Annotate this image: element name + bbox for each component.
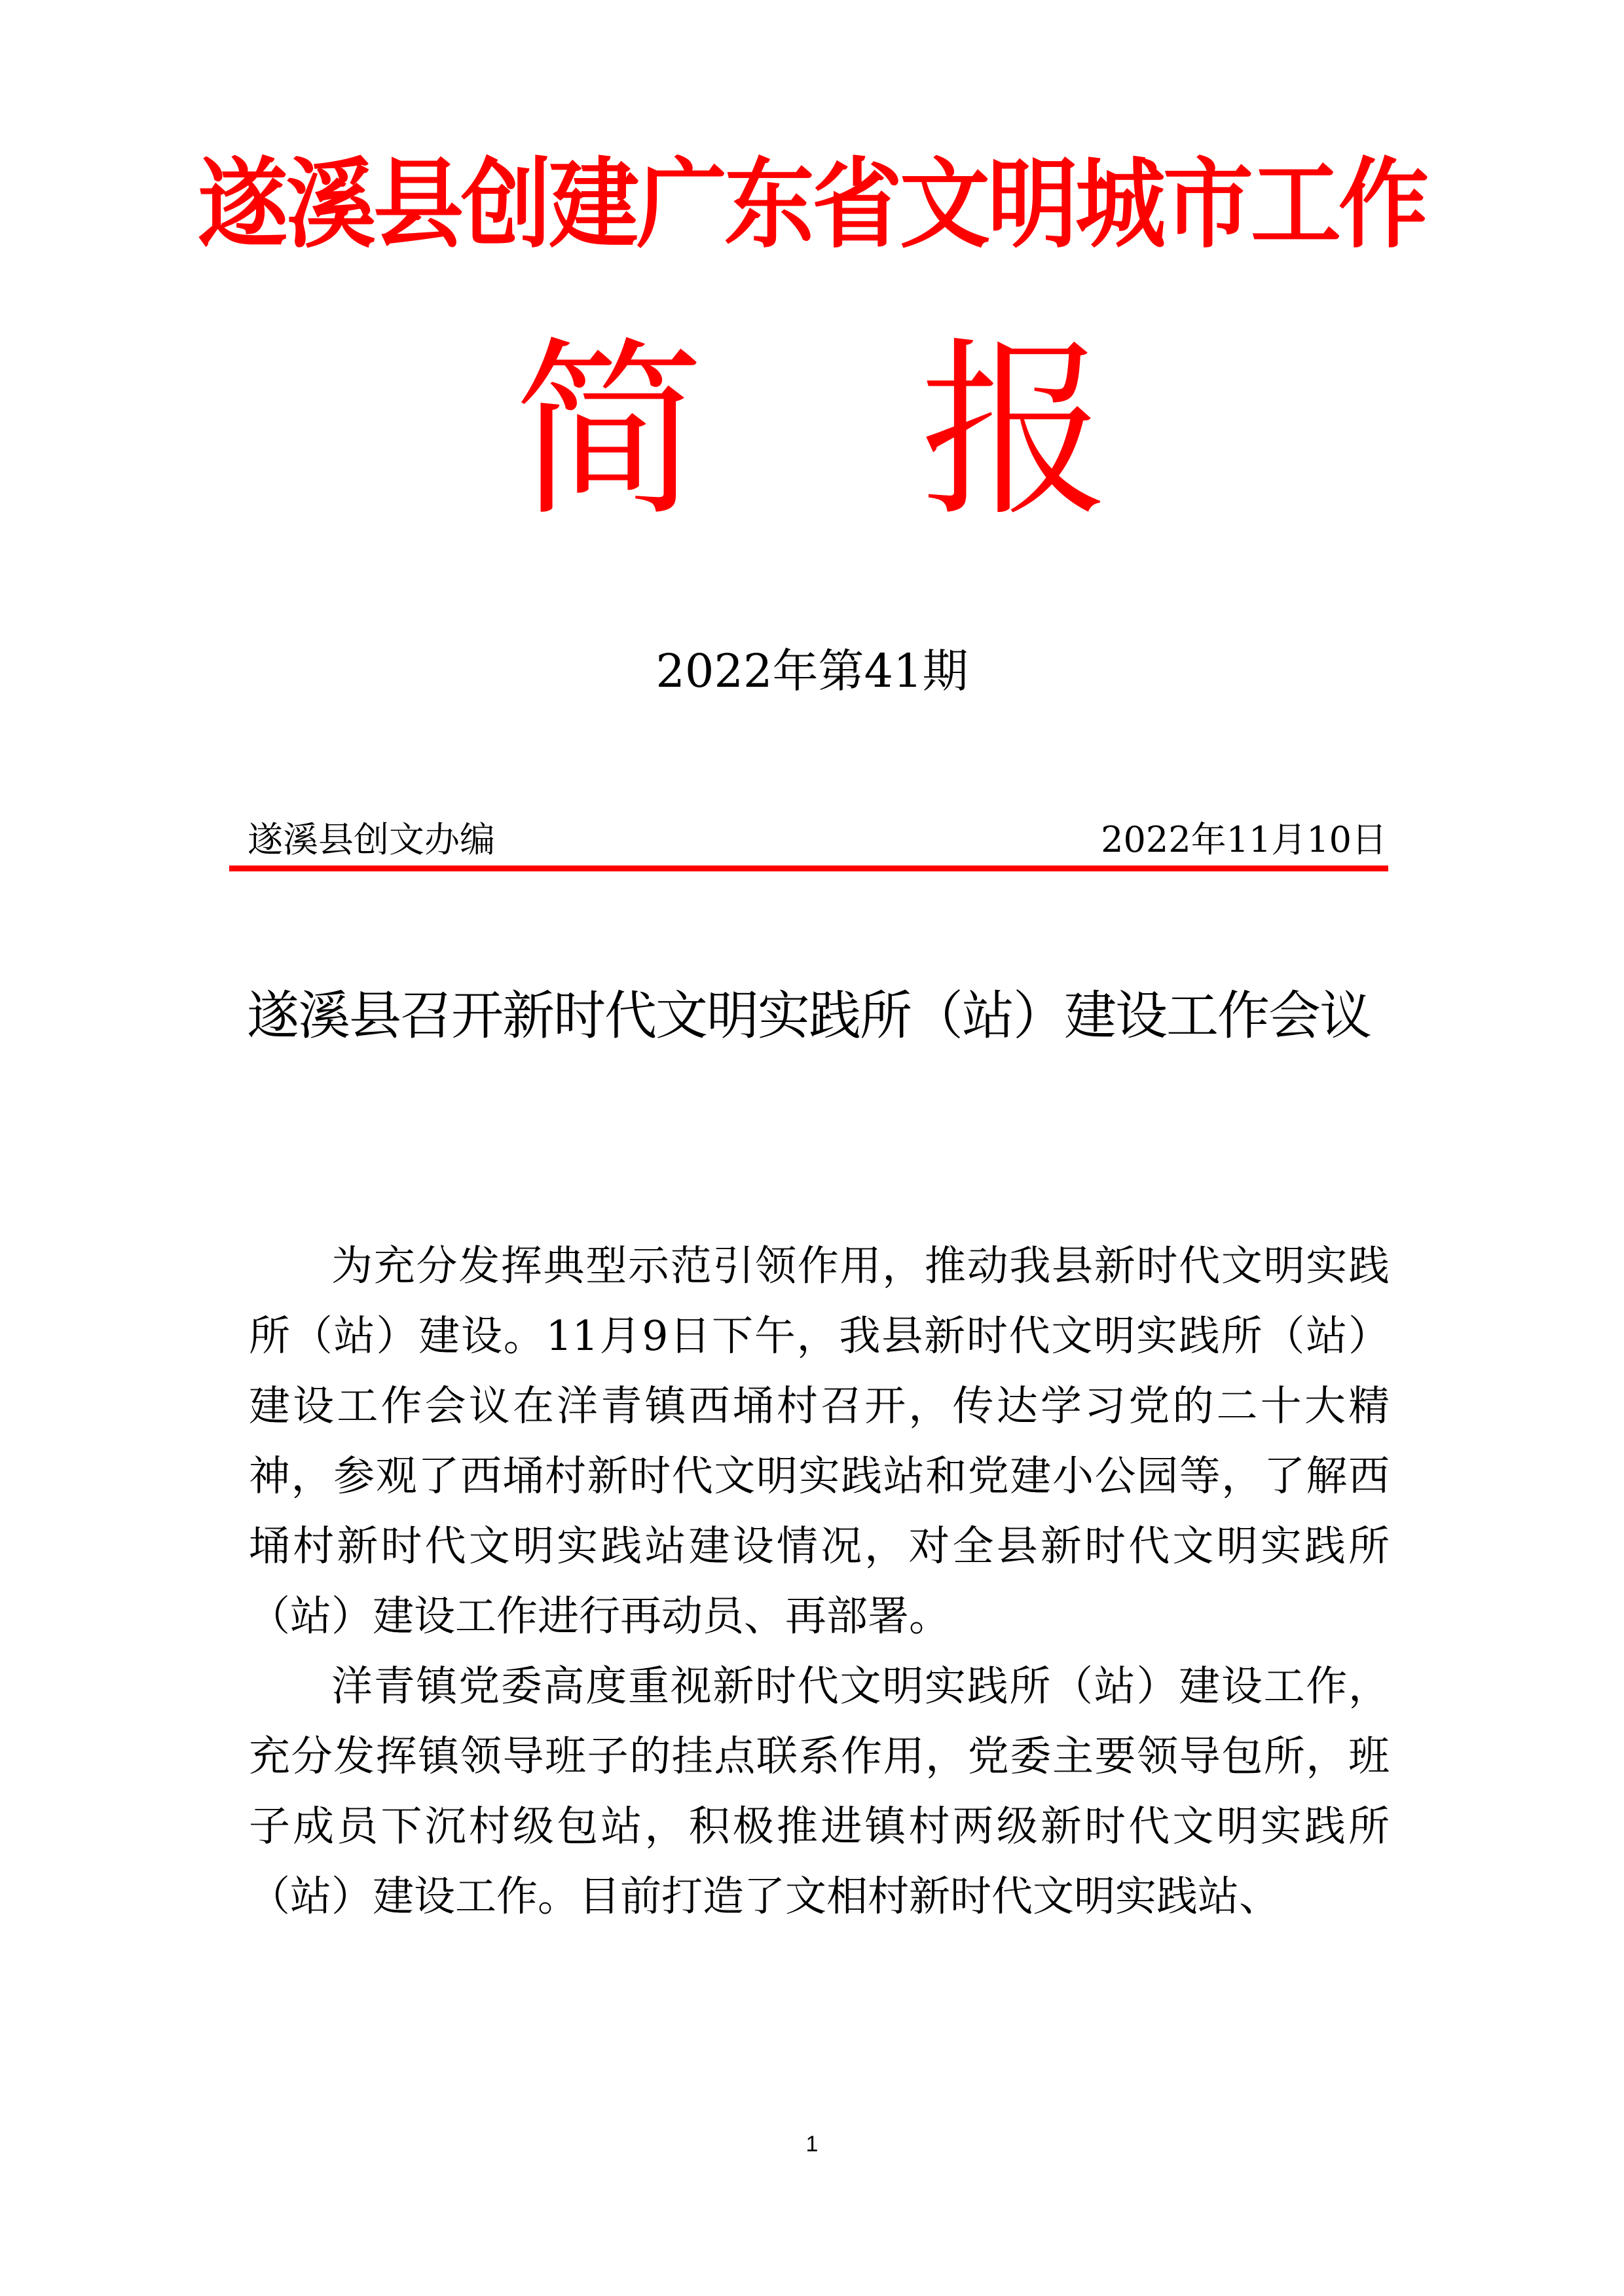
red-divider <box>229 866 1388 871</box>
publisher: 遂溪县创文办编 <box>248 819 495 860</box>
paragraph: 洋青镇党委高度重视新时代文明实践所（站）建设工作，充分发挥镇领导班子的挂点联系作用，党委主要领导包所，班子成员下沉村级包站，积极推进镇村两级新时代文明实践所（站）建设工作。目前打造了文相村新时代文明实践站、 <box>249 1662 1390 1920</box>
paragraph: 为充分发挥典型示范引领作用，推动我县新时代文明实践所（站）建设。11月9日下午，我县新时代文明实践所（站）建设工作会议在洋青镇西埇村召开，传达学习党的二十大精神，参观了西埇村新时代文明实践站和党建小公园等，了解西埇村新时代文明实践站建设情况，对全县新时代文明实践所（站）建设工作进行再动员、再部署。 <box>249 1242 1390 1640</box>
article-title: 遂溪县召开新时代文明实践所（站）建设工作会议 <box>247 985 1371 1046</box>
bulletin-char-jian: 简 <box>514 321 704 542</box>
masthead-title: 遂溪县创建广东省文明城市工作 <box>197 147 1426 262</box>
issue-number: 2022年第41期 <box>655 644 969 698</box>
bulletin-char-bao: 报 <box>920 321 1110 542</box>
publisher-row <box>248 817 1387 863</box>
bulletin-heading <box>0 321 1624 542</box>
publish-date: 2022年11月10日 <box>1101 819 1387 860</box>
article-body <box>249 1231 1390 1931</box>
page-number: 1 <box>805 2132 819 2157</box>
